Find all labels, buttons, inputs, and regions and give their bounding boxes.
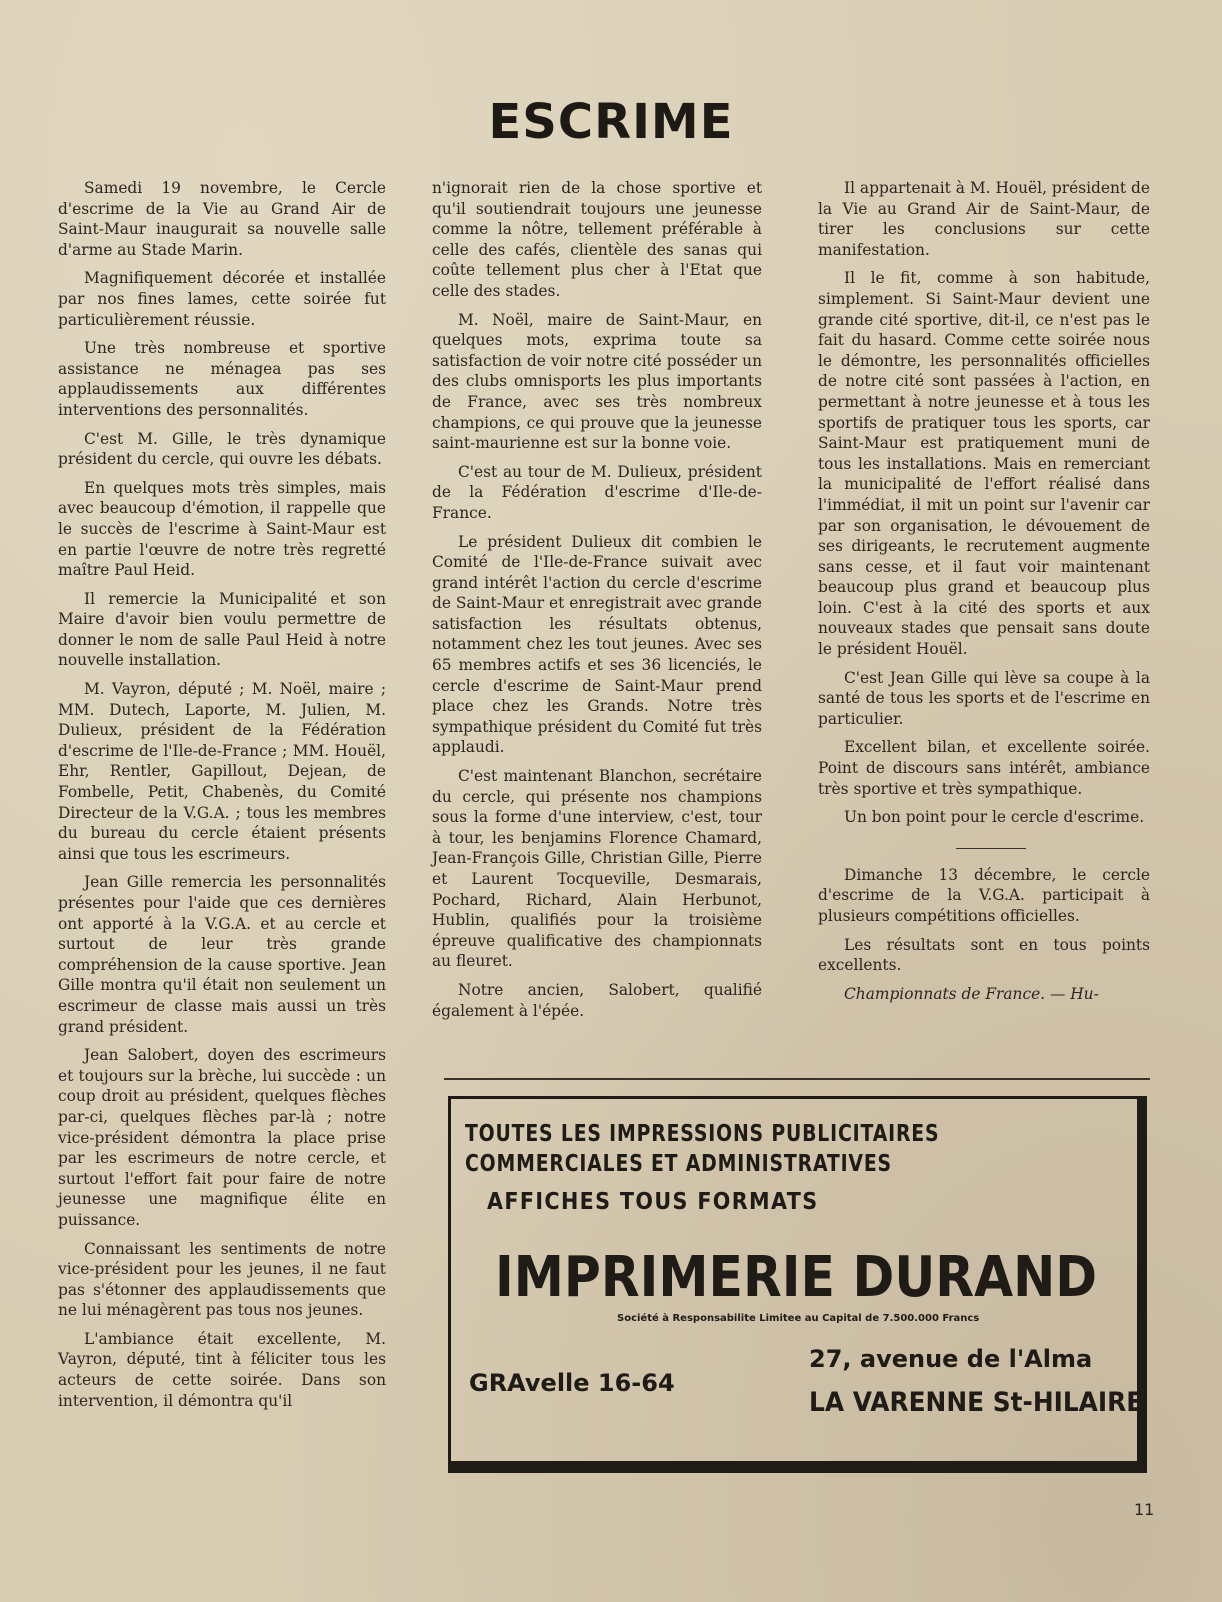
ad-line-1: TOUTES LES IMPRESSIONS PUBLICITAIRES	[465, 1121, 940, 1147]
paragraph: Une très nombreuse et sportive assistance ne ménagea pas ses applaudissements aux différentes interventions des personnalités.	[58, 339, 386, 419]
paragraph: Jean Gille remercia les personnalités présentes pour l'aide que ces dernières ont apporté à la V.G.A. et au cercle et surtout de leur très grande compréhension de la cause sportive. Jean Gille montra qu'il était non seulement un escrimeur de classe mais aussi un très grand président.	[58, 873, 386, 1036]
paragraph: Jean Salobert, doyen des escrimeurs et toujours sur la brèche, lui succède : un coup droit au président, quelques flèches par-ci, quelques flèches par-là ; notre vice-président démontra la place prise par les escrimeurs de notre cercle, et surtout l'effort fait pour faire de notre jeunesse une magnifique élite en puissance.	[58, 1046, 386, 1229]
paragraph: Samedi 19 novembre, le Cercle d'escrime de la Vie au Grand Air de Saint-Maur inaugurait sa nouvelle salle d'arme au Stade Marin.	[58, 179, 386, 259]
paragraph: Notre ancien, Salobert, qualifié également à l'épée.	[432, 980, 762, 1020]
paragraph: Le président Dulieux dit combien le Comité de l'Ile-de-France suivait avec grand intérêt l'action du cercle d'escrime de Saint-Maur et enregistrait avec grande satisfaction les résultats obtenus, notamment chez les tout jeunes. Avec ses 65 membres actifs et ses 36 licenciés, le cercle d'escrime de Saint-Maur prend place chez les Grands. Notre très sympathique président du Comité fut très applaudi.	[432, 532, 762, 757]
paragraph: Connaissant les sentiments de notre vice-président pour les jeunes, il ne faut pas s'étonner des applaudissements que ne lui ménagèrent pas tous nos jeunes.	[58, 1239, 386, 1320]
paragraph: Les résultats sont en tous points excellents.	[818, 935, 1150, 975]
paragraph: L'ambiance était excellente, M. Vayron, député, tint à féliciter tous les acteurs de cette soirée. Dans son intervention, il démontra qu'il	[58, 1329, 386, 1410]
paragraph: En quelques mots très simples, mais avec beaucoup d'émotion, il rappelle que le succès de l'escrime à Saint-Maur est en partie l'œuvre de notre très regretté maître Paul Heid.	[58, 478, 386, 580]
paragraph: Il appartenait à M. Houël, président de la Vie au Grand Air de Saint-Maur, de tirer les conclusions sur cette manifestation.	[818, 179, 1150, 259]
ad-phone: GRAvelle 16-64	[469, 1369, 675, 1397]
ad-address: 27, avenue de l'Alma	[809, 1345, 1093, 1373]
ad-line-2: COMMERCIALES ET ADMINISTRATIVES	[465, 1151, 892, 1177]
paragraph: C'est maintenant Blanchon, secrétaire du cercle, qui présente nos champions sous la forme d'une interview, c'est, tour à tour, les benjamins Florence Chamard, Jean-François Gille, Christian Gille, Pierre et Laurent Tocqueville, Desmarais, Pochard, Richard, Alain Herbunot, Hublin, qualifiés pour la troisième épreuve qualificative des championnats au fleuret.	[432, 767, 762, 971]
paragraph: C'est Jean Gille qui lève sa coupe à la santé de tous les sports et de l'escrime en particulier.	[818, 668, 1150, 728]
ad-line-3: AFFICHES TOUS FORMATS	[487, 1189, 819, 1215]
article-column-1	[58, 178, 386, 1419]
paragraph: M. Vayron, député ; M. Noël, maire ; MM. Dutech, Laporte, M. Julien, M. Dulieux, président de la Fédération d'escrime de l'Ile-de-France ; MM. Houël, Ehr, Rentler, Gapillout, Dejean, de Fombelle, Petit, Chabenès, du Comité Directeur de la V.G.A. ; tous les membres du bureau du cercle étaient présents ainsi que tous les escrimeurs.	[58, 680, 386, 863]
paragraph: Il le fit, comme à son habitude, simplement. Si Saint-Maur devient une grande cité sportive, dit-il, ce n'est pas le fait du hasard. Comme cette soirée nous le démontre, les personnalités officielles de notre cité sont passées à l'action, en permettant à notre jeunesse et à tous les sportifs de pratiquer tous les sports, car Saint-Maur est pratiquement muni de tous les installations. Mais en remerciant la municipalité de l'effort réalisé dans l'immédiat, il mit un point sur l'avenir car par son organisation, le dévouement de ses dirigeants, le recrutement augmente sans cesse, et il faut voir maintenant beaucoup plus grand et beaucoup plus loin. C'est à la cité des sports et aux nouveaux stades que pensait sans doute le président Houël.	[818, 269, 1150, 659]
paragraph: Il remercie la Municipalité et son Maire d'avoir bien voulu permettre de donner le nom de salle Paul Heid à notre nouvelle installation.	[58, 589, 386, 670]
page-number: 11	[1134, 1500, 1155, 1519]
article-column-2	[432, 178, 762, 1029]
printer-advertisement	[448, 1096, 1147, 1473]
ad-city: LA VARENNE St-HILAIRE	[809, 1387, 1144, 1418]
paragraph: Un bon point pour le cercle d'escrime.	[844, 808, 1145, 827]
paragraph: Dimanche 13 décembre, le cercle d'escrime de la V.G.A. participait à plusieurs compétitions officielles.	[818, 865, 1150, 925]
paragraph: Championnats de France. — Hu-	[844, 984, 1099, 1003]
paragraph: n'ignorait rien de la chose sportive et qu'il soutiendrait toujours une jeunesse comme la nôtre, tellement préférable à celle des cafés, clientèle des sanas qui coûte tellement plus cher à l'Etat que celle des stades.	[432, 179, 762, 300]
section-divider	[956, 848, 1026, 849]
paragraph: M. Noël, maire de Saint-Maur, en quelques mots, exprima toute sa satisfaction de voir notre cité posséder un des clubs omnisports les plus importants de France, avec ses très nombreux champions, ce qui prouve que la jeunesse saint-maurienne est sur la bonne voie.	[432, 310, 762, 453]
paragraph: C'est M. Gille, le très dynamique président du cercle, qui ouvre les débats.	[58, 429, 386, 469]
paragraph: Magnifiquement décorée et installée par nos fines lames, cette soirée fut particulièrement réussie.	[58, 269, 386, 329]
page-title: ESCRIME	[488, 94, 734, 150]
ad-top-rule	[444, 1078, 1150, 1080]
paragraph: Excellent bilan, et excellente soirée. Point de discours sans intérêt, ambiance très sportive et très sympathique.	[818, 738, 1150, 798]
article-column-3	[818, 178, 1150, 1012]
ad-company-name: IMPRIMERIE DURAND	[495, 1245, 1098, 1310]
ad-legal-notice: Société à Responsabilite Limitee au Capital de 7.500.000 Francs	[617, 1313, 980, 1324]
paragraph: C'est au tour de M. Dulieux, président de la Fédération d'escrime d'Ile-de-France.	[432, 462, 762, 522]
